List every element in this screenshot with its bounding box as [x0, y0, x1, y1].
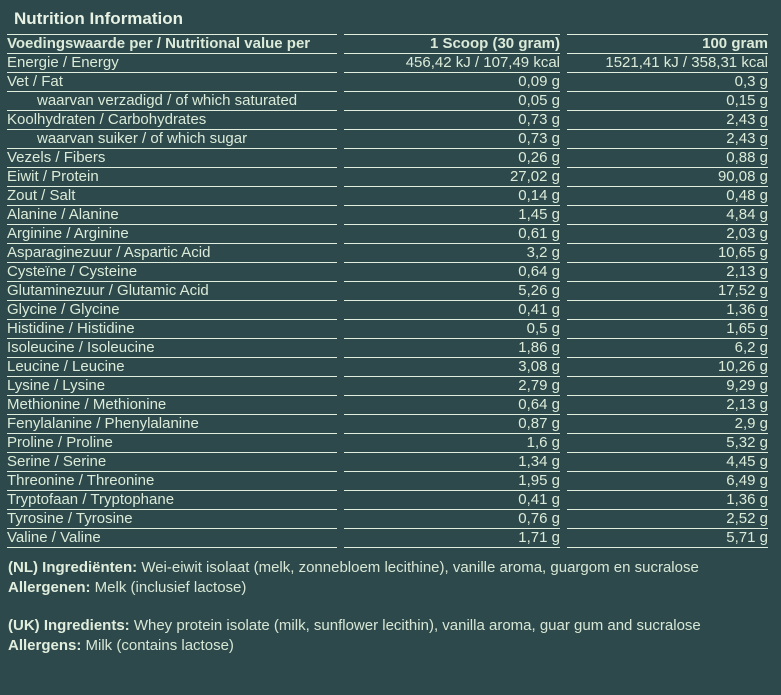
nutrient-label: Tryptofaan / Tryptophane: [7, 491, 337, 510]
value-per-scoop: 0,09 g: [344, 73, 560, 92]
nutrient-label: Proline / Proline: [7, 434, 337, 453]
value-per-100g: 90,08 g: [567, 168, 768, 187]
table-row: [7, 301, 768, 320]
table-row: [7, 396, 768, 415]
value-per-scoop: 1,34 g: [344, 453, 560, 472]
table-row: [7, 111, 768, 130]
table-row: [7, 54, 768, 73]
nutrient-label: waarvan verzadigd / of which saturated: [7, 92, 337, 111]
value-per-scoop: 3,08 g: [344, 358, 560, 377]
table-row: [7, 320, 768, 339]
value-per-scoop: 0,73 g: [344, 130, 560, 149]
value-per-100g: 0,3 g: [567, 73, 768, 92]
value-per-scoop: 5,26 g: [344, 282, 560, 301]
value-per-100g: 4,45 g: [567, 453, 768, 472]
uk-allergens-text: Milk (contains lactose): [81, 637, 234, 654]
value-per-100g: 10,26 g: [567, 358, 768, 377]
nutrient-label: Vet / Fat: [7, 73, 337, 92]
header-100g-column: 100 gram: [567, 34, 768, 54]
table-row: [7, 377, 768, 396]
value-per-100g: 2,43 g: [567, 111, 768, 130]
page-title: Nutrition Information: [14, 9, 184, 28]
value-per-100g: 0,88 g: [567, 149, 768, 168]
value-per-scoop: 0,26 g: [344, 149, 560, 168]
header-nutritional-value-per: Voedingswaarde per / Nutritional value per: [7, 34, 337, 54]
uk-ingredients-line: [8, 616, 781, 636]
table-row: [7, 225, 768, 244]
table-row: [7, 263, 768, 282]
nutrient-label: Serine / Serine: [7, 453, 337, 472]
value-per-scoop: 2,79 g: [344, 377, 560, 396]
value-per-100g: 10,65 g: [567, 244, 768, 263]
value-per-scoop: 1,95 g: [344, 472, 560, 491]
table-row: [7, 453, 768, 472]
value-per-scoop: 0,87 g: [344, 415, 560, 434]
nutrient-label: Cysteïne / Cysteine: [7, 263, 337, 282]
nutrient-label: Zout / Salt: [7, 187, 337, 206]
value-per-scoop: 1,6 g: [344, 434, 560, 453]
table-row: [7, 510, 768, 529]
value-per-scoop: 0,64 g: [344, 263, 560, 282]
table-row: [7, 206, 768, 225]
value-per-100g: 4,84 g: [567, 206, 768, 225]
nl-ingredients-text: Wei-eiwit isolaat (melk, zonnebloem lecithine), vanille aroma, guargom en sucralose: [137, 559, 699, 576]
nutrient-label: Isoleucine / Isoleucine: [7, 339, 337, 358]
nutrient-label: Koolhydraten / Carbohydrates: [7, 111, 337, 130]
uk-ingredients-block: [8, 616, 781, 656]
value-per-scoop: 0,73 g: [344, 111, 560, 130]
value-per-100g: 1,65 g: [567, 320, 768, 339]
nutrient-label: Alanine / Alanine: [7, 206, 337, 225]
nutrient-label: Lysine / Lysine: [7, 377, 337, 396]
table-row: [7, 529, 768, 548]
value-per-100g: 0,48 g: [567, 187, 768, 206]
table-row: [7, 339, 768, 358]
table-row: [7, 149, 768, 168]
value-per-scoop: 456,42 kJ / 107,49 kcal: [344, 54, 560, 73]
table-row: [7, 73, 768, 92]
table-row: [7, 92, 768, 111]
value-per-100g: 9,29 g: [567, 377, 768, 396]
value-per-100g: 6,2 g: [567, 339, 768, 358]
uk-ingredients-text: Whey protein isolate (milk, sunflower lecithin), vanilla aroma, guar gum and sucralose: [129, 617, 701, 634]
value-per-100g: 0,15 g: [567, 92, 768, 111]
table-row: [7, 168, 768, 187]
value-per-scoop: 0,76 g: [344, 510, 560, 529]
nl-ingredients-label: (NL) Ingrediënten:: [8, 559, 138, 576]
nutrient-label: Eiwit / Protein: [7, 168, 337, 187]
table-row: [7, 187, 768, 206]
header-scoop-column: 1 Scoop (30 gram): [344, 34, 560, 54]
table-row: [7, 282, 768, 301]
uk-allergens-label: Allergens:: [8, 637, 82, 654]
nutrient-label: Histidine / Histidine: [7, 320, 337, 339]
nl-ingredients-block: [8, 558, 781, 598]
uk-ingredients-label: (UK) Ingredients:: [8, 617, 130, 634]
table-row: [7, 434, 768, 453]
nl-allergens-line: [8, 578, 781, 598]
value-per-100g: 2,9 g: [567, 415, 768, 434]
value-per-100g: 2,43 g: [567, 130, 768, 149]
nutrient-label: Threonine / Threonine: [7, 472, 337, 491]
value-per-scoop: 0,64 g: [344, 396, 560, 415]
value-per-100g: 17,52 g: [567, 282, 768, 301]
nutrient-label: Leucine / Leucine: [7, 358, 337, 377]
value-per-100g: 2,13 g: [567, 263, 768, 282]
table-row: [7, 415, 768, 434]
value-per-100g: 2,52 g: [567, 510, 768, 529]
nutrient-label: Fenylalanine / Phenylalanine: [7, 415, 337, 434]
value-per-100g: 6,49 g: [567, 472, 768, 491]
nutrient-label: Glycine / Glycine: [7, 301, 337, 320]
value-per-100g: 2,13 g: [567, 396, 768, 415]
nl-ingredients-line: [8, 558, 781, 578]
value-per-scoop: 27,02 g: [344, 168, 560, 187]
table-row: [7, 130, 768, 149]
nutrient-label: Methionine / Methionine: [7, 396, 337, 415]
nutrient-label: Valine / Valine: [7, 529, 337, 548]
nl-allergens-text: Melk (inclusief lactose): [90, 579, 247, 596]
nutrition-table-body: [7, 54, 768, 548]
value-per-scoop: 0,5 g: [344, 320, 560, 339]
value-per-100g: 1,36 g: [567, 491, 768, 510]
nutrient-label: Vezels / Fibers: [7, 149, 337, 168]
value-per-100g: 2,03 g: [567, 225, 768, 244]
value-per-100g: 5,32 g: [567, 434, 768, 453]
value-per-scoop: 0,61 g: [344, 225, 560, 244]
value-per-scoop: 1,71 g: [344, 529, 560, 548]
nutrition-table: [0, 34, 775, 548]
nutrient-label: Tyrosine / Tyrosine: [7, 510, 337, 529]
value-per-scoop: 1,45 g: [344, 206, 560, 225]
value-per-scoop: 0,05 g: [344, 92, 560, 111]
value-per-scoop: 0,41 g: [344, 301, 560, 320]
value-per-scoop: 0,41 g: [344, 491, 560, 510]
nutrient-label: Asparaginezuur / Aspartic Acid: [7, 244, 337, 263]
table-row: [7, 491, 768, 510]
uk-allergens-line: [8, 636, 781, 656]
value-per-100g: 1,36 g: [567, 301, 768, 320]
table-row: [7, 358, 768, 377]
nutrient-label: Energie / Energy: [7, 54, 337, 73]
table-header-row: [7, 34, 768, 54]
value-per-scoop: 0,14 g: [344, 187, 560, 206]
table-row: [7, 244, 768, 263]
nutrient-label: Glutaminezuur / Glutamic Acid: [7, 282, 337, 301]
value-per-100g: 1521,41 kJ / 358,31 kcal: [567, 54, 768, 73]
nl-allergens-label: Allergenen:: [8, 579, 91, 596]
value-per-scoop: 3,2 g: [344, 244, 560, 263]
value-per-100g: 5,71 g: [567, 529, 768, 548]
nutrient-label: Arginine / Arginine: [7, 225, 337, 244]
nutrient-label: waarvan suiker / of which sugar: [7, 130, 337, 149]
value-per-scoop: 1,86 g: [344, 339, 560, 358]
table-row: [7, 472, 768, 491]
